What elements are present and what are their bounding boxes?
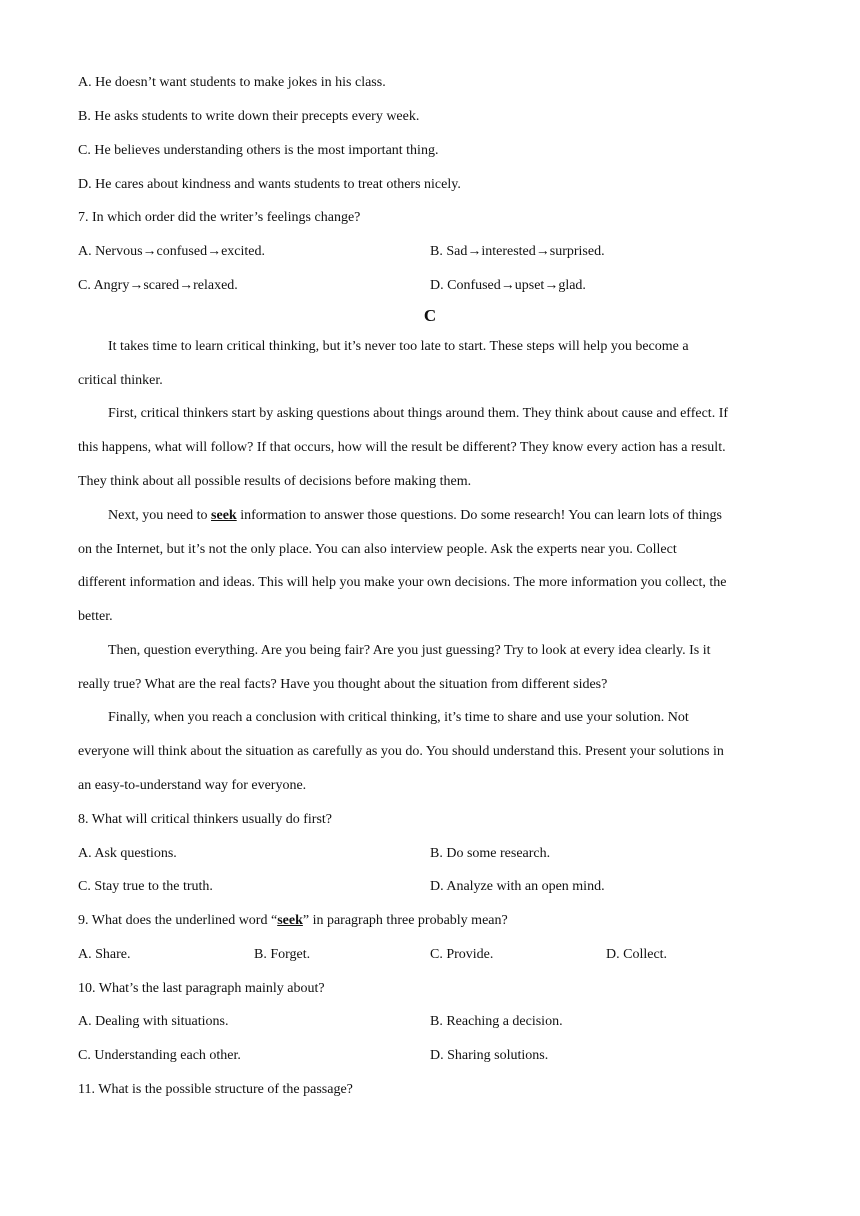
passage-p3-line1-post: information to answer those questions. Do some research! You can learn lots of things [236, 508, 722, 523]
section-heading: C [423, 306, 437, 325]
passage-p4-line2: really true? What are the real facts? Have you thought about the situation from different sides? [78, 677, 608, 692]
passage-p3-line1 [108, 507, 722, 525]
q10-option-b: B. Reaching a decision. [430, 1014, 563, 1029]
q9-option-d: D. Collect. [606, 947, 668, 962]
passage-p4-line1: Then, question everything. Are you being fair? Are you just guessing? Try to look at every idea clearly. Is it [108, 643, 711, 658]
q9-option-c: C. Provide. [430, 947, 494, 962]
q10-option-d: D. Sharing solutions. [430, 1048, 549, 1063]
passage-p3-line4: better. [78, 609, 113, 624]
q9-question-post: ” in paragraph three probably mean? [302, 913, 508, 928]
q8-option-c: C. Stay true to the truth. [78, 879, 213, 894]
passage-p5-line2: everyone will think about the situation as carefully as you do. You should understand this. Present your solutions in [78, 744, 724, 759]
passage-p5-line3: an easy-to-understand way for everyone. [78, 778, 307, 793]
q9-keyword: seek [277, 913, 303, 928]
q8-option-a: A. Ask questions. [78, 846, 177, 861]
q9-question-pre: 9. What does the underlined word “ [78, 913, 278, 928]
q6-option-d: D. He cares about kindness and wants students to treat others nicely. [78, 177, 461, 192]
q8-option-b: B. Do some research. [430, 846, 551, 861]
q7-option-c: C. Angry→scared→relaxed. [78, 278, 238, 293]
q10-option-c: C. Understanding each other. [78, 1048, 241, 1063]
q7-option-a: A. Nervous→confused→excited. [78, 244, 266, 259]
passage-p2-line3: They think about all possible results of decisions before making them. [78, 474, 472, 489]
q10-question: 10. What’s the last paragraph mainly about? [78, 981, 325, 996]
passage-p1-line1: It takes time to learn critical thinking, but it’s never too late to start. These steps will help you become a [108, 339, 689, 354]
passage-p3-line2: on the Internet, but it’s not the only place. You can also interview people. Ask the experts near you. Collect [78, 542, 677, 557]
passage-p2-line2: this happens, what will follow? If that occurs, how will the result be different? They know every action has a result. [78, 440, 726, 455]
q6-option-c: C. He believes understanding others is the most important thing. [78, 143, 439, 158]
q11-question: 11. What is the possible structure of the passage? [78, 1082, 353, 1097]
q6-option-a: A. He doesn’t want students to make jokes in his class. [78, 75, 386, 90]
passage-p2-line1: First, critical thinkers start by asking questions about things around them. They think about cause and effect. If [108, 406, 729, 421]
passage-p3-line3: different information and ideas. This will help you make your own decisions. The more information you collect, the [78, 575, 727, 590]
q7-question: 7. In which order did the writer’s feelings change? [78, 210, 361, 225]
keyword-seek: seek [211, 508, 237, 523]
q7-option-b: B. Sad→interested→surprised. [430, 244, 605, 259]
q10-option-a: A. Dealing with situations. [78, 1014, 229, 1029]
passage-p5-line1: Finally, when you reach a conclusion with critical thinking, it’s time to share and use your solution. Not [108, 710, 689, 725]
q7-option-d: D. Confused→upset→glad. [430, 278, 586, 293]
q8-option-d: D. Analyze with an open mind. [430, 879, 605, 894]
passage-p3-line1-pre: Next, you need to [108, 508, 212, 523]
q9-option-b: B. Forget. [254, 947, 311, 962]
q9-question [78, 912, 508, 930]
passage-p1-line2: critical thinker. [78, 373, 163, 388]
q6-option-b: B. He asks students to write down their precepts every week. [78, 109, 420, 124]
q8-question: 8. What will critical thinkers usually do first? [78, 812, 333, 827]
q9-option-a: A. Share. [78, 947, 131, 962]
